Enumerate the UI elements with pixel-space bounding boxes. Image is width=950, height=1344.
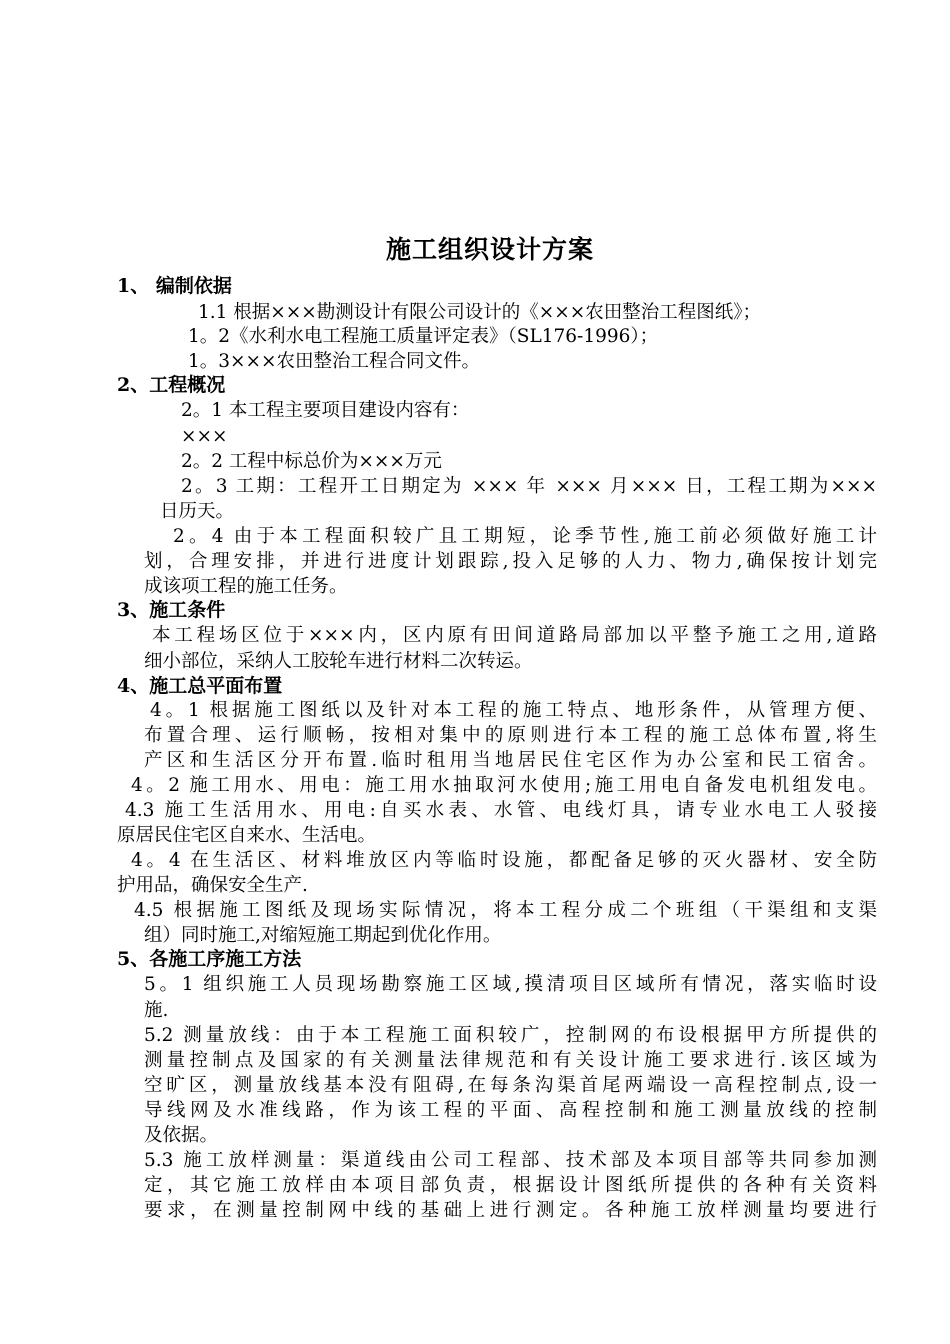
section-2-line-3: 2。2 工程中标总价为×××万元 xyxy=(181,451,442,472)
section-4-line-6: 原居民住宅区自来水、生活电。 xyxy=(117,825,377,846)
section-1-line-1: 1.1 根据×××勘测设计有限公司设计的《×××农田整治工程图纸》； xyxy=(198,302,762,323)
section-4-line-2: 布置合理、运行顺畅，按相对集中的原则进行本工程的施工总体布置,将生 xyxy=(144,725,877,746)
section-5-line-8: 5.3 施工放样测量：渠道线由公司工程部、技术部及本项目部等共同参加测 xyxy=(144,1150,877,1171)
section-5-line-9: 定，其它施工放样由本项目部负责，根据设计图纸所提供的各种有关资料 xyxy=(144,1175,877,1196)
section-heading-2: 2、工程概况 xyxy=(117,374,226,396)
section-4-line-1: 4。1 根据施工图纸以及针对本工程的施工特点、地形条件，从管理方便、 xyxy=(150,700,877,721)
section-5-line-10: 要求，在测量控制网中线的基础上进行测定。各种施工放样测量均要进行 xyxy=(144,1200,877,1221)
section-4-line-9: 4.5 根据施工图纸及现场实际情况，将本工程分成二个班组（干渠组和支渠 xyxy=(134,900,877,921)
section-1-line-2: 1。2《水利水电工程施工质量评定表》（SL176-1996）； xyxy=(188,326,659,347)
section-5-line-4: 测量控制点及国家的有关测量法律规范和有关设计施工要求进行.该区域为 xyxy=(144,1050,877,1071)
section-4-line-5: 4.3 施工生活用水、用电:自买水表、水管、电线灯具，请专业水电工人驳接 xyxy=(125,800,877,821)
section-5-line-6: 导线网及水准线路，作为该工程的平面、高程控制和施工测量放线的控制 xyxy=(144,1100,877,1121)
section-2-line-8: 成该项工程的施工任务。 xyxy=(144,576,348,597)
section-5-line-7: 及依据。 xyxy=(144,1125,219,1146)
section-4-line-3: 产区和生活区分开布置.临时租用当地居民住宅区作为办公室和民工宿舍。 xyxy=(144,750,877,771)
section-5-line-1: 5。1 组织施工人员现场勘察施工区域,摸清项目区域所有情况，落实临时设 xyxy=(144,974,877,995)
section-3-line-1: 本工程场区位于×××内，区内原有田间道路局部加以平整予施工之用,道路 xyxy=(152,625,877,646)
section-2-line-2: ××× xyxy=(181,426,228,447)
section-heading-1: 1、 编制依据 xyxy=(117,275,232,297)
section-2-line-1: 2。1 本工程主要项目建设内容有： xyxy=(181,400,470,421)
section-4-line-8: 护用品，确保安全生产. xyxy=(117,875,308,896)
section-4-line-4: 4。2 施工用水、用电：施工用水抽取河水使用;施工用电自备发电机组发电。 xyxy=(131,775,877,796)
section-heading-4: 4、施工总平面布置 xyxy=(117,675,283,697)
section-heading-3: 3、施工条件 xyxy=(117,599,226,621)
section-1-line-3: 1。3×××农田整治工程合同文件。 xyxy=(188,351,481,372)
section-4-line-10: 组）同时施工,对缩短施工期起到优化作用。 xyxy=(144,925,502,946)
section-2-line-6: 2。4 由于本工程面积较广且工期短，论季节性,施工前必须做好施工计 xyxy=(173,526,877,547)
section-heading-5: 5、各施工序施工方法 xyxy=(117,948,302,970)
section-2-line-5: 日历天。 xyxy=(160,501,235,522)
document-title: 施工组织设计方案 xyxy=(385,235,594,264)
section-2-line-7: 划，合理安排，并进行进度计划跟踪,投入足够的人力、物力,确保按计划完 xyxy=(144,551,877,572)
section-5-line-3: 5.2 测量放线：由于本工程施工面积较广，控制网的布设根据甲方所提供的 xyxy=(144,1025,877,1046)
section-3-line-2: 细小部位，采纳人工胶轮车进行材料二次转运。 xyxy=(144,651,533,672)
section-5-line-2: 施. xyxy=(144,1000,169,1021)
section-4-line-7: 4。4 在生活区、材料堆放区内等临时设施，都配备足够的灭火器材、安全防 xyxy=(131,850,877,871)
section-2-line-4: 2。3 工期：工程开工日期定为 ××× 年 ××× 月××× 日，工程工期为××× xyxy=(181,476,877,497)
section-5-line-5: 空旷区，测量放线基本没有阻碍,在每条沟渠首尾两端设一高程控制点,设一 xyxy=(144,1075,877,1096)
